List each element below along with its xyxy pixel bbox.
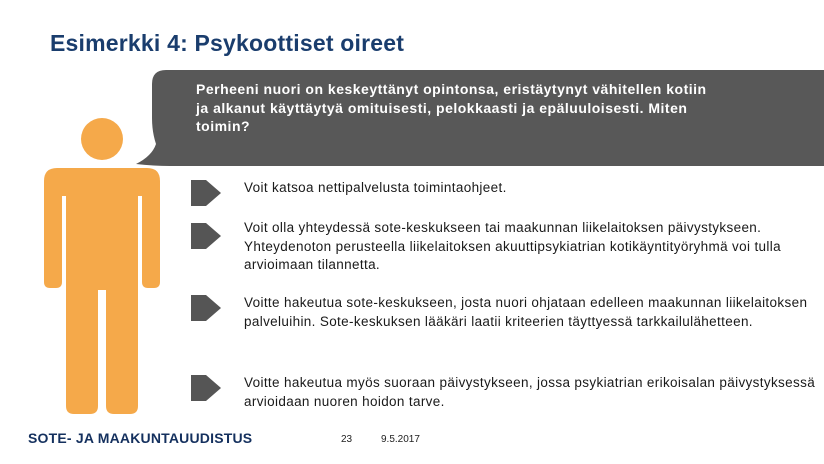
person-figure-icon: [40, 118, 165, 418]
list-item-text: Voitte hakeutua sote-keskukseen, josta nuori ohjataan edelleen maakunnan liikelaitoksen palveluihin. Sote-keskuksen lääkäri laatii kriteerien täyttyessä tarkkailulähetteen.: [244, 295, 808, 329]
arrow-bullet-icon: [190, 294, 222, 322]
arrow-bullet-icon: [190, 222, 222, 250]
list-item-text: Voitte hakeutua myös suoraan päivystykseen, jossa psykiatrian erikoisalan päivystyksessä arvioidaan nuoren hoidon tarve.: [244, 375, 816, 409]
arrow-bullet-icon: [190, 374, 222, 402]
list-item-text: Voit olla yhteydessä sote-keskukseen tai maakunnan liikelaitoksen päivystykseen. Yhteydenoton perusteella liikelaitoksen akuuttipsykiatrian kotikäyntityöryhmä voi tulla arvioimaan tilannetta.: [244, 220, 781, 272]
slide-title: Esimerkki 4: Psykoottiset oireet: [50, 30, 405, 56]
question-text: Perheeni nuori on keskeyttänyt opintonsa, eristäytynyt vähitellen kotiin ja alkanut käyttäytyä omituisesti, pelokkaasti ja epäluuloisesti. Miten toimin?: [196, 81, 707, 134]
arrow-bullet-icon: [190, 179, 222, 207]
page-number: 23: [341, 434, 353, 445]
footer-date: 9.5.2017: [381, 434, 420, 445]
speech-bubble: [134, 70, 824, 166]
list-item-text: Voit katsoa nettipalvelusta toimintaohjeet.: [244, 180, 507, 195]
footer-brand: SOTE- JA MAAKUNTAUUDISTUS: [28, 430, 253, 446]
